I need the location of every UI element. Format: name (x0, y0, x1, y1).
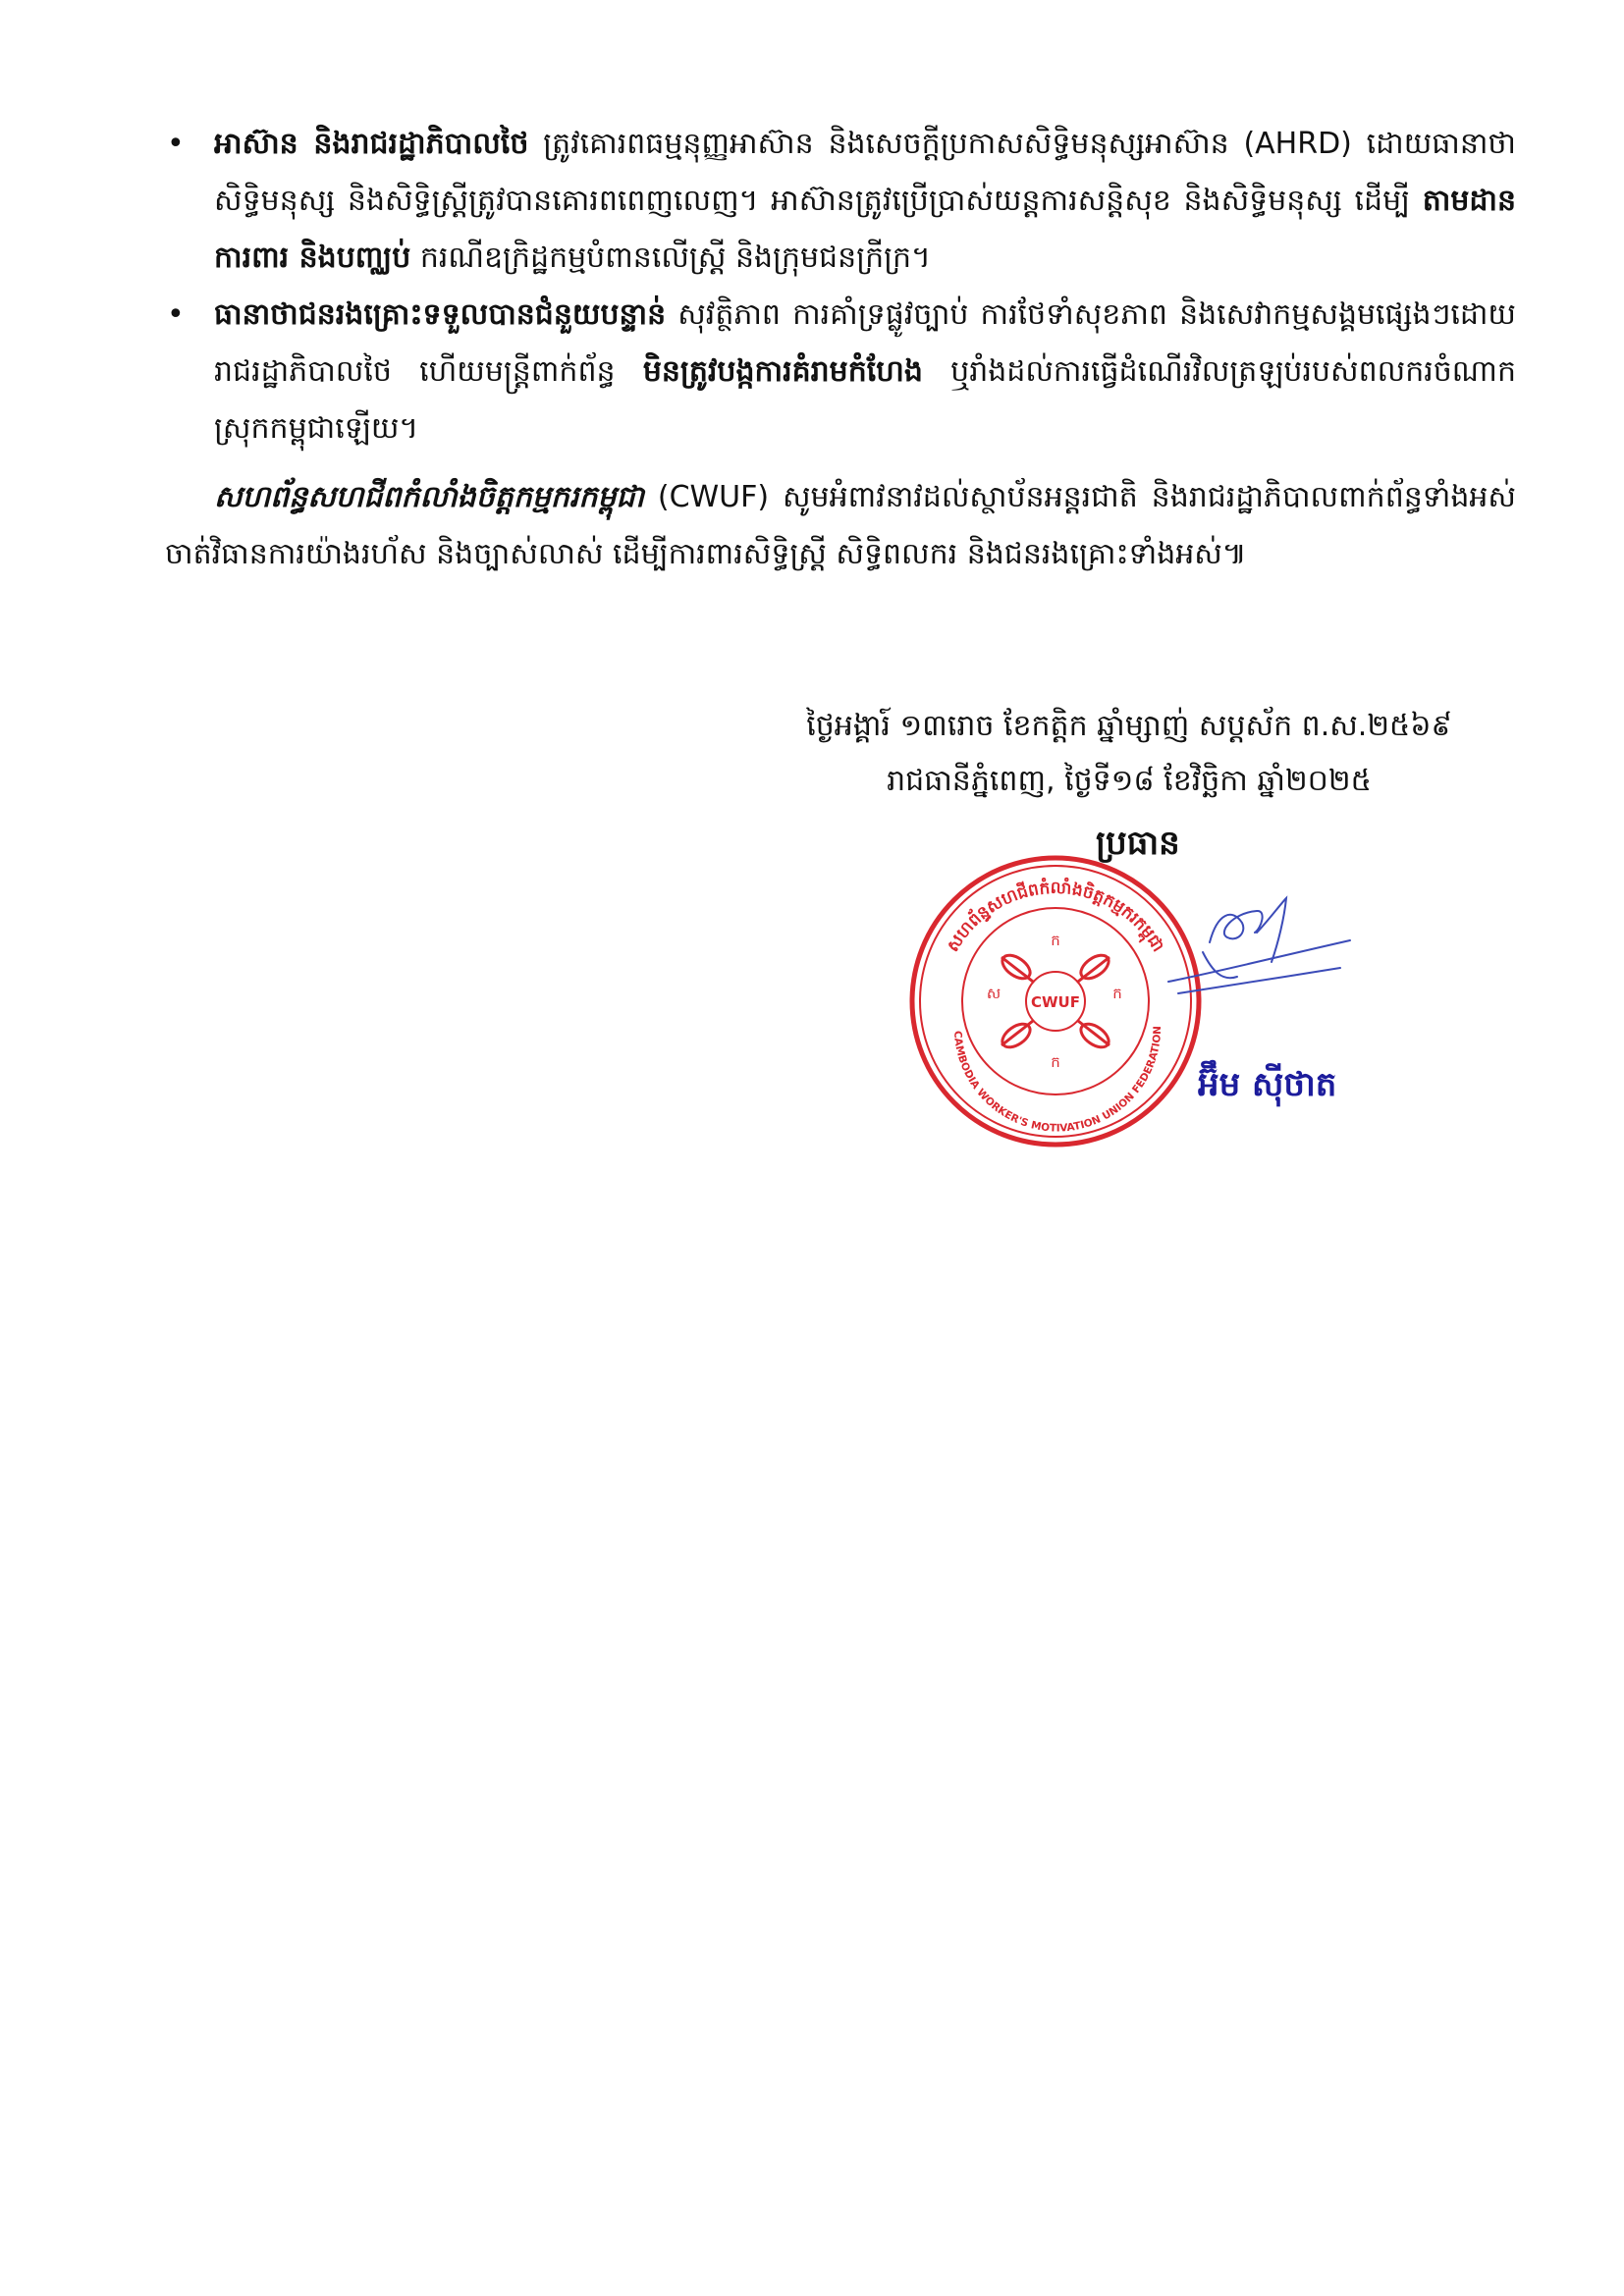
signature-icon (1149, 883, 1365, 1031)
bullet-text: ឬរាំងដល់ការធ្វើដំណើរវិលត្រឡប់របស់ពលករចំណាកស្រុកកម្ពុជាឡើយ។ (214, 354, 1516, 446)
stamp-letter: ស (986, 985, 1001, 1002)
stamp-top-text: សហព័ន្ធសហជីពកំលាំងចិត្តកម្មករកម្ពុជា (943, 878, 1168, 956)
stamp-bottom-text: CAMBODIA WORKER'S MOTIVATION UNION FEDERATION (950, 1026, 1164, 1135)
organization-name: សហព័ន្ធសហជីពកំលាំងចិត្តកម្មករកម្ពុជា (214, 480, 644, 514)
stamp-letter: ក (1051, 1053, 1060, 1071)
signer-title: ប្រធាន (1096, 824, 1180, 863)
demands-list (165, 116, 1516, 457)
bullet-icon: • (167, 127, 185, 161)
bullet-text: ករណីឧក្រិដ្ឋកម្មបំពានលើស្ត្រី និងក្រុមជនក្រីក្រ។ (410, 240, 931, 275)
closing-paragraph (165, 469, 1516, 583)
bullet-lead: ធានាថាជនរងគ្រោះទទួលបានជំនួយបន្ទាន់ (214, 297, 667, 332)
stamp-letter: ក (1051, 932, 1060, 949)
bullet-icon: • (167, 297, 185, 332)
bullet-emphasis: មិនត្រូវបង្កការគំរាមកំហែង (642, 354, 923, 389)
bullet-emphasis: តាមដាន ការពារ និងបញ្ឈប់ (214, 184, 1516, 275)
lunar-date: ថ្ងៃអង្គារ៍ ១៣រោច ខែកត្តិក ឆ្នាំម្សាញ់ សប្តស័ក ព.ស.២៥៦៩ (806, 709, 1452, 743)
svg-text:CAMBODIA WORKER'S MOTIVATION U (951, 1026, 1164, 1135)
list-item (165, 287, 1516, 457)
stamp-center-text: CWUF (1031, 993, 1080, 1011)
bullet-lead: អាស៊ាន និងរាជរដ្ឋាភិបាលថៃ (214, 127, 529, 161)
signer-name: អ៊ឹម ស៊ីថាត (1198, 1065, 1337, 1104)
stamp-letter: ក (1112, 985, 1122, 1002)
bullet-text: សុវត្ថិភាព ការគាំទ្រផ្លូវច្បាប់ ការថែទាំសុខភាព និងសេវាកម្មសង្គមផ្សេងៗដោយរាជរដ្ឋាភិបាលថៃ ហើយមន្ត្រីពាក់ព័ន្ធ (214, 297, 1516, 389)
list-item (165, 116, 1516, 287)
closing-text: (CWUF) សូមអំពាវនាវដល់ស្ថាប័នអន្តរជាតិ និងរាជរដ្ឋាភិបាលពាក់ព័ន្ធទាំងអស់ ចាត់វិធានការយ៉ាងរហ័ស និងច្បាស់លាស់ ដើម្បីការពារសិទ្ធិស្ត្រី សិទ្ធិពលករ និងជនរងគ្រោះទាំងអស់៕ (165, 480, 1516, 571)
bullet-text: ត្រូវគោរពធម្មនុញ្ញអាស៊ាន និងសេចក្តីប្រកាសសិទ្ធិមនុស្សអាស៊ាន (AHRD) ដោយធានាថាសិទ្ធិមនុស្ស និងសិទ្ធិស្ត្រីត្រូវបានគោរពពេញលេញ។ អាស៊ានត្រូវប្រើប្រាស់យន្តការសន្តិសុខ និងសិទ្ធិមនុស្ស ដើម្បី (214, 127, 1516, 218)
solar-date: រាជធានីភ្នំពេញ, ថ្ងៃទី១៨ ខែវិច្ឆិកា ឆ្នាំ២០២៥ (887, 764, 1372, 798)
date-block (707, 699, 1551, 809)
handwritten-signature (1149, 883, 1365, 1031)
